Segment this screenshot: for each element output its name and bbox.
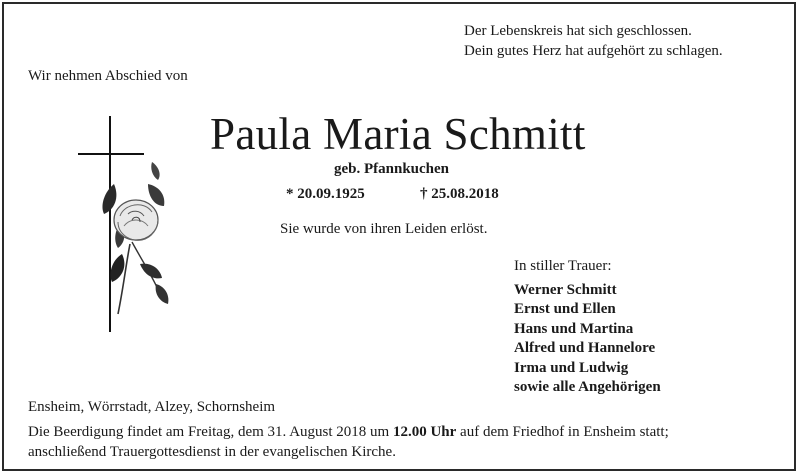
places-text: Ensheim, Wörrstadt, Alzey, Schornsheim: [28, 399, 276, 415]
funeral-info: [28, 423, 669, 462]
intro-text: Wir nehmen Abschied von: [28, 68, 188, 84]
motto-line-1: Der Lebenskreis hat sich geschlossen.: [464, 23, 692, 39]
funeral-text-after: auf dem Friedhof in Ensheim statt;: [456, 424, 669, 440]
birth-name: geb. Pfannkuchen: [334, 161, 450, 177]
funeral-text-before: Die Beerdigung findet am Freitag, dem 31. August 2018 um: [28, 424, 393, 440]
funeral-line-2: anschließend Trauergottesdienst in der evangelischen Kirche.: [28, 443, 396, 460]
death-date: † 25.08.2018: [420, 186, 499, 202]
mourner: Werner Schmitt: [514, 282, 617, 298]
motto: [464, 21, 723, 61]
funeral-time: 12.00 Uhr: [392, 424, 457, 440]
motto-line-2: Dein gutes Herz hat aufgehört zu schlagen.: [464, 43, 723, 59]
funeral-line-1: [28, 423, 669, 443]
mourner: Ernst und Ellen: [514, 301, 616, 318]
mourner: Hans und Martina: [514, 320, 634, 337]
birth-date: * 20.09.1925: [286, 186, 365, 202]
mourner: sowie alle Angehörigen: [514, 379, 661, 396]
cross-with-rose-icon: [74, 114, 184, 334]
release-text: Sie wurde von ihren Leiden erlöst.: [280, 221, 488, 237]
mourner: Alfred und Hannelore: [514, 340, 656, 357]
mourners-list: [514, 281, 661, 397]
mourner: Irma und Ludwig: [514, 359, 629, 376]
mourning-label: In stiller Trauer:: [514, 258, 612, 274]
deceased-name: Paula Maria Schmitt: [210, 109, 586, 159]
